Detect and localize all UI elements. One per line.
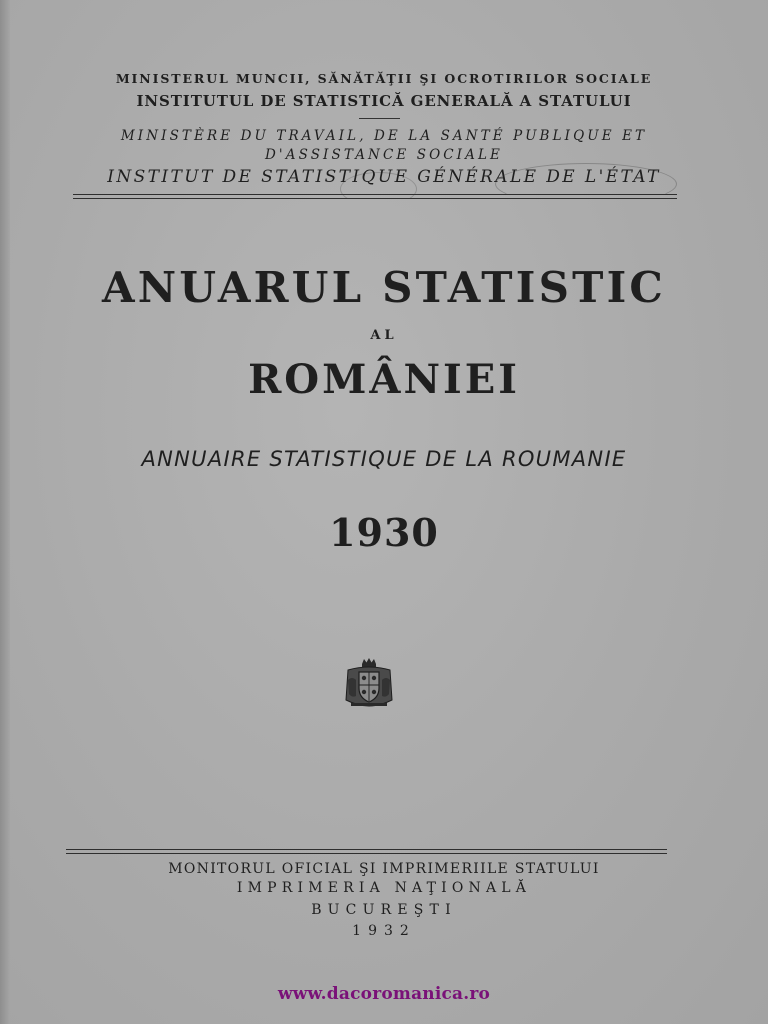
ministry-name-french-line2: D'ASSISTANCE SOCIALE — [265, 147, 503, 163]
main-title: ANUARUL STATISTIC — [101, 263, 667, 312]
title-french: ANNUAIRE STATISTIQUE DE LA ROUMANIE — [141, 447, 627, 471]
publication-year: 1932 — [352, 923, 416, 939]
footer-rule-top — [66, 849, 667, 850]
footer-rule-bottom — [66, 853, 667, 854]
header-rule-bottom — [73, 198, 677, 199]
publication-city: BUCUREŞTI — [311, 902, 457, 918]
title-country: ROMÂNIEI — [248, 356, 520, 403]
publisher-name: MONITORUL OFICIAL ŞI IMPRIMERIILE STATULUI — [168, 861, 600, 877]
printing-house: IMPRIMERIA NAŢIONALĂ — [236, 880, 532, 896]
institute-name-french: INSTITUT DE STATISTIQUE GÉNÉRALE DE L'ÉTAT — [107, 167, 661, 187]
title-connector: AL — [370, 328, 398, 343]
ministry-name-romanian: MINISTERUL MUNCII, SĂNĂTĂŢII ŞI OCROTIRILOR SOCIALE — [115, 71, 653, 86]
header-rule-top — [73, 194, 677, 195]
ministry-name-french-line1: MINISTÈRE DU TRAVAIL, DE LA SANTÉ PUBLIQUE ET — [120, 128, 648, 144]
coat-of-arms-icon — [342, 656, 396, 710]
website-watermark: www.dacoromanica.ro — [277, 984, 491, 1004]
edition-year: 1930 — [329, 510, 439, 555]
header-short-divider — [359, 118, 400, 119]
institute-name-romanian: INSTITUTUL DE STATISTICĂ GENERALĂ A STATULUI — [136, 92, 632, 110]
